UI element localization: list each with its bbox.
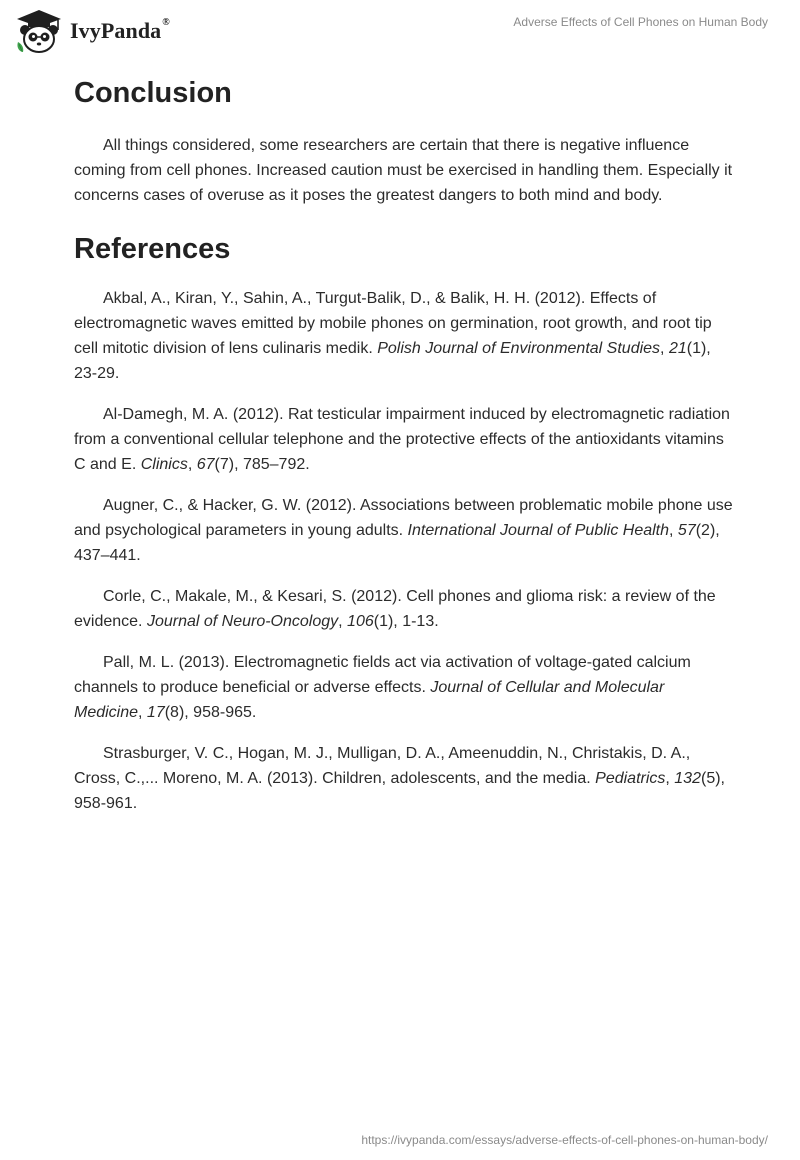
source-url[interactable]: https://ivypanda.com/essays/adverse-effects-of-cell-phones-on-human-body/ xyxy=(361,1133,768,1147)
brand-logo[interactable] xyxy=(14,8,170,54)
reference-item: Corle, C., Makale, M., & Kesari, S. (2012). Cell phones and glioma risk: a review of the evidence. Journal of Neuro-Oncology, 106(1), 1-13. xyxy=(74,588,716,630)
document-title: Adverse Effects of Cell Phones on Human Body xyxy=(513,15,768,29)
reference-item: Pall, M. L. (2013). Electromagnetic fields act via activation of voltage-gated calcium channels to produce beneficial or adverse effects. Journal of Cellular and Molecular Medicine, 17(8), 958-965. xyxy=(74,654,691,721)
conclusion-paragraph: All things considered, some researchers are certain that there is negative influence coming from cell phones. Increased caution must be exercised in handling them. Especially it concerns cases of overuse as it poses the greatest dangers to both mind and body. xyxy=(74,137,733,204)
reference-item: Al-Damegh, M. A. (2012). Rat testicular impairment induced by electromagnetic radiation from a conventional cellular telephone and the protective effects of the antioxidants vitamins C and E. Clinics, 67(7), 785–792. xyxy=(74,406,730,473)
essay-content xyxy=(74,72,734,832)
reference-item: Strasburger, V. C., Hogan, M. J., Mulligan, D. A., Ameenuddin, N., Christakis, D. A., Cross, C.,... Moreno, M. A. (2013). Children, adolescents, and the media. Pediatrics, 132(5), 958-961. xyxy=(74,745,725,812)
page-header xyxy=(0,0,800,60)
references-heading: References xyxy=(74,233,231,265)
reference-item: Akbal, A., Kiran, Y., Sahin, A., Turgut-Balik, D., & Balik, H. H. (2012). Effects of electromagnetic waves emitted by mobile phones on germination, root growth, and root tip cell mitotic division of lens culinaris medik. Polish Journal of Environmental Studies, 21(1), 23-29. xyxy=(74,290,712,382)
reference-list xyxy=(74,286,734,816)
brand-name: IvyPanda® xyxy=(70,17,170,43)
reference-item: Augner, C., & Hacker, G. W. (2012). Associations between problematic mobile phone use and psychological parameters in young adults. International Journal of Public Health, 57(2), 437–441. xyxy=(74,497,733,564)
conclusion-heading: Conclusion xyxy=(74,77,232,109)
panda-logo-icon xyxy=(14,8,64,54)
